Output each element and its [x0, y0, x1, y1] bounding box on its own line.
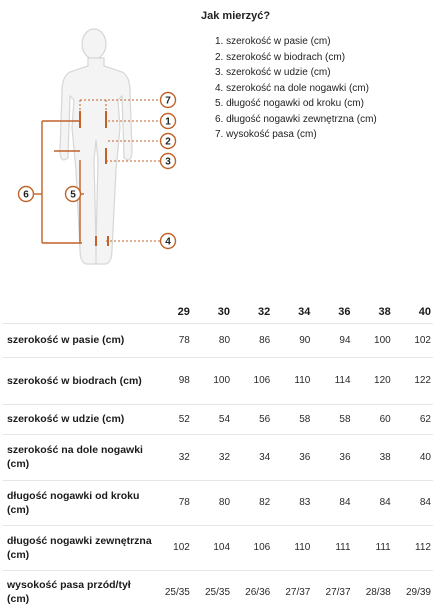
legend-item: 6. długość nogawki zewnętrzna (cm) — [215, 113, 377, 125]
svg-text:6: 6 — [23, 189, 29, 201]
marker-6 — [19, 187, 34, 202]
table-cell: 90 — [272, 323, 312, 357]
legend-list — [201, 34, 431, 143]
table-cell: 40 — [393, 434, 433, 480]
table-cell: 80 — [192, 480, 232, 525]
table-cell: 112 — [393, 525, 433, 570]
table-cell: 27/37 — [285, 586, 311, 598]
size-table — [3, 301, 433, 605]
table-cell: 84 — [353, 480, 393, 525]
table-row — [3, 570, 433, 605]
marker-4 — [161, 234, 176, 249]
table-cell: 36 — [312, 434, 352, 480]
svg-text:7: 7 — [165, 95, 171, 107]
table-cell: 100 — [353, 323, 393, 357]
table-cell: 56 — [232, 404, 272, 434]
table-cell: 80 — [192, 323, 232, 357]
row-label: długość nogawki od kroku (cm) — [3, 480, 152, 525]
table-cell: 82 — [232, 480, 272, 525]
table-cell: 120 — [353, 357, 393, 404]
table-cell: 111 — [312, 525, 352, 570]
table-row — [3, 525, 433, 570]
size-header-row — [3, 301, 433, 323]
size-header: 38 — [353, 301, 393, 323]
row-label: wysokość pasa przód/tył (cm) — [7, 579, 131, 605]
row-label: szerokość w pasie (cm) — [3, 323, 152, 357]
svg-text:4: 4 — [165, 236, 171, 248]
table-cell: 78 — [152, 323, 192, 357]
marker-2 — [161, 134, 176, 149]
table-cell: 27/37 — [325, 586, 351, 598]
table-cell: 25/35 — [205, 586, 231, 598]
svg-text:5: 5 — [70, 189, 76, 201]
table-cell: 98 — [152, 357, 192, 404]
table-cell: 78 — [152, 480, 192, 525]
table-cell: 36 — [272, 434, 312, 480]
table-cell: 34 — [232, 434, 272, 480]
table-cell: 38 — [353, 434, 393, 480]
table-cell: 84 — [312, 480, 352, 525]
table-cell: 94 — [312, 323, 352, 357]
legend-item: 1. szerokość w pasie (cm) — [215, 36, 331, 47]
table-row — [3, 480, 433, 525]
table-cell: 60 — [353, 404, 393, 434]
table-row — [3, 404, 433, 434]
body-silhouette — [60, 29, 132, 264]
table-cell: 84 — [393, 480, 433, 525]
table-row — [3, 357, 433, 404]
size-header: 32 — [232, 301, 272, 323]
marker-1 — [161, 114, 176, 129]
size-header: 30 — [192, 301, 232, 323]
table-cell: 106 — [232, 357, 272, 404]
measurement-legend — [201, 10, 431, 143]
table-cell: 83 — [272, 480, 312, 525]
table-cell: 86 — [232, 323, 272, 357]
legend-title: Jak mierzyć? — [201, 10, 271, 22]
marker-3 — [161, 154, 176, 169]
table-row — [3, 323, 433, 357]
table-cell: 114 — [312, 357, 352, 404]
table-cell: 52 — [152, 404, 192, 434]
size-header: 40 — [393, 301, 433, 323]
row-label: szerokość w udzie (cm) — [3, 404, 152, 434]
row-label: szerokość na dole nogawki (cm) — [3, 434, 152, 480]
svg-text:2: 2 — [165, 136, 171, 148]
table-cell: 104 — [192, 525, 232, 570]
table-cell: 32 — [152, 434, 192, 480]
measurement-figure — [0, 0, 200, 280]
row-label: szerokość w biodrach (cm) — [3, 357, 152, 404]
size-header: 36 — [312, 301, 352, 323]
table-cell: 102 — [152, 525, 192, 570]
table-cell: 58 — [272, 404, 312, 434]
table-cell: 58 — [312, 404, 352, 434]
table-cell: 122 — [393, 357, 433, 404]
table-cell: 29/39 — [405, 586, 431, 598]
table-row — [3, 434, 433, 480]
size-header: 34 — [272, 301, 312, 323]
table-cell: 32 — [192, 434, 232, 480]
svg-text:1: 1 — [165, 116, 171, 128]
table-cell: 111 — [353, 525, 393, 570]
table-cell: 106 — [232, 525, 272, 570]
table-cell: 25/35 — [164, 586, 190, 598]
legend-item: 7. wysokość pasa (cm) — [215, 129, 317, 140]
table-cell: 62 — [393, 404, 433, 434]
table-cell: 110 — [272, 357, 312, 404]
table-cell: 100 — [192, 357, 232, 404]
legend-item: 3. szerokość w udzie (cm) — [215, 67, 331, 78]
row-label: długość nogawki zewnętrzna (cm) — [3, 525, 152, 570]
size-header: 29 — [152, 301, 192, 323]
legend-item: 2. szerokość w biodrach (cm) — [215, 51, 346, 63]
legend-item: 4. szerokość na dole nogawki (cm) — [215, 82, 369, 94]
table-cell: 54 — [192, 404, 232, 434]
marker-5 — [66, 187, 81, 202]
svg-text:3: 3 — [165, 156, 171, 168]
table-cell: 28/38 — [365, 586, 391, 598]
table-cell: 110 — [272, 525, 312, 570]
legend-item: 5. długość nogawki od kroku (cm) — [215, 98, 364, 109]
marker-7 — [161, 93, 176, 108]
table-cell: 102 — [393, 323, 433, 357]
table-cell: 26/36 — [245, 586, 271, 598]
header-corner — [3, 301, 152, 323]
